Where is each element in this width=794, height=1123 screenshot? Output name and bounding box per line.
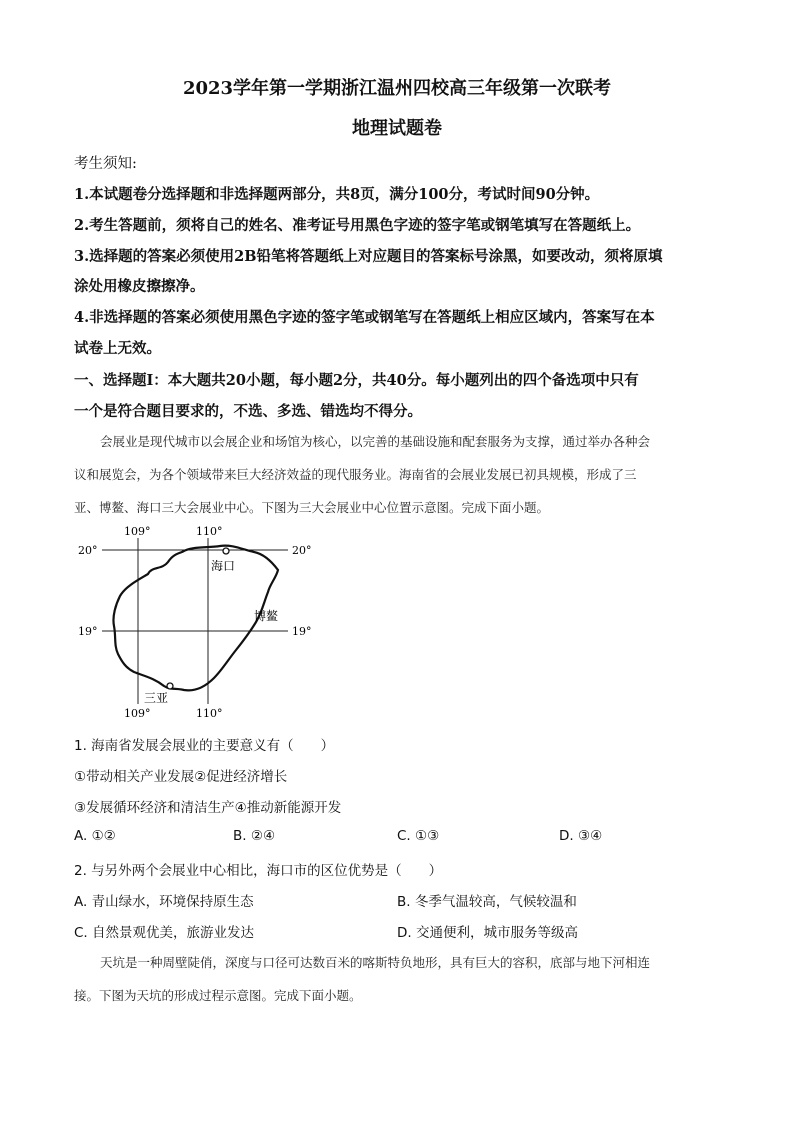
lon-label-110-top: 110° — [196, 525, 223, 538]
lon-label-110-bottom: 110° — [196, 707, 223, 720]
q2-stem: 2. 与另外两个会展业中心相比，海口市的区位优势是（ ） — [74, 863, 443, 879]
sanya-marker — [167, 683, 173, 689]
passage2-line2: 接。下图为天坑的形成过程示意图。完成下面小题。 — [74, 988, 362, 1003]
notice-item-3-cont: 涂处用橡皮擦擦净。 — [74, 278, 205, 295]
lat-label-19-right: 19° — [292, 625, 312, 638]
section-heading-line2: 一个是符合题目要求的，不选、多选、错选均不得分。 — [74, 403, 422, 420]
notice-item-3: 3.选择题的答案必须使用2B铅笔将答题纸上对应题目的答案标号涂黑，如要改动，须将原填 — [74, 248, 663, 265]
lon-label-109-bottom: 109° — [124, 707, 151, 720]
q2-option-a: A. 青山绿水，环境保持原生态 — [74, 894, 254, 910]
notice-item-4-cont: 试卷上无效。 — [74, 340, 161, 357]
q2-option-b: B. 冬季气温较高，气候较温和 — [397, 894, 577, 910]
lat-label-20-left: 20° — [78, 544, 98, 557]
hainan-map — [72, 522, 332, 722]
exam-title: 2023学年第一学期浙江温州四校高三年级第一次联考 — [182, 78, 612, 99]
q1-stem: 1. 海南省发展会展业的主要意义有（ ） — [74, 738, 335, 754]
passage1-line1: 会展业是现代城市以会展企业和场馆为核心，以完善的基础设施和配套服务为支撑，通过举办各种会 — [100, 434, 651, 449]
city-label-boao: 博鳌 — [254, 609, 279, 623]
city-label-haikou: 海口 — [211, 559, 236, 573]
passage1-line3: 亚、博鳌、海口三大会展业中心。下图为三大会展业中心位置示意图。完成下面小题。 — [74, 500, 550, 515]
q1-line1: ①带动相关产业发展②促进经济增长 — [74, 769, 288, 785]
notice-item-4: 4.非选择题的答案必须使用黑色字迹的签字笔或钢笔写在答题纸上相应区域内，答案写在本 — [74, 309, 655, 326]
passage2-line1: 天坑是一种周壁陡俏，深度与口径可达数百米的喀斯特负地形，具有巨大的容积，底部与地下河相连 — [100, 955, 651, 970]
notice-item-2: 2.考生答题前，须将自己的姓名、准考证号用黑色字迹的签字笔或钢笔填写在答题纸上。 — [74, 217, 641, 234]
city-label-sanya: 三亚 — [144, 691, 169, 705]
q1-line2: ③发展循环经济和清洁生产④推动新能源开发 — [74, 800, 342, 816]
q1-option-c: C. ①③ — [397, 828, 440, 844]
q2-option-c: C. 自然景观优美，旅游业发达 — [74, 925, 255, 941]
notice-heading: 考生须知: — [74, 156, 137, 172]
exam-subtitle: 地理试题卷 — [352, 118, 442, 139]
section-heading-line1: 一、选择题Ⅰ：本大题共20小题，每小题2分，共40分。每小题列出的四个备选项中只有 — [74, 372, 639, 389]
notice-item-1: 1.本试题卷分选择题和非选择题两部分，共8页，满分100分，考试时间90分钟。 — [74, 186, 600, 203]
q1-option-b: B. ②④ — [233, 828, 276, 844]
lon-label-109-top: 109° — [124, 525, 151, 538]
q1-option-d: D. ③④ — [559, 828, 603, 844]
passage1-line2: 议和展览会，为各个领域带来巨大经济效益的现代服务业。海南省的会展业发展已初具规模，形成了三 — [74, 467, 637, 482]
q1-option-a: A. ①② — [74, 828, 116, 844]
q2-option-d: D. 交通便利，城市服务等级高 — [397, 925, 578, 941]
haikou-marker — [223, 548, 229, 554]
lat-label-20-right: 20° — [292, 544, 312, 557]
lat-label-19-left: 19° — [78, 625, 98, 638]
